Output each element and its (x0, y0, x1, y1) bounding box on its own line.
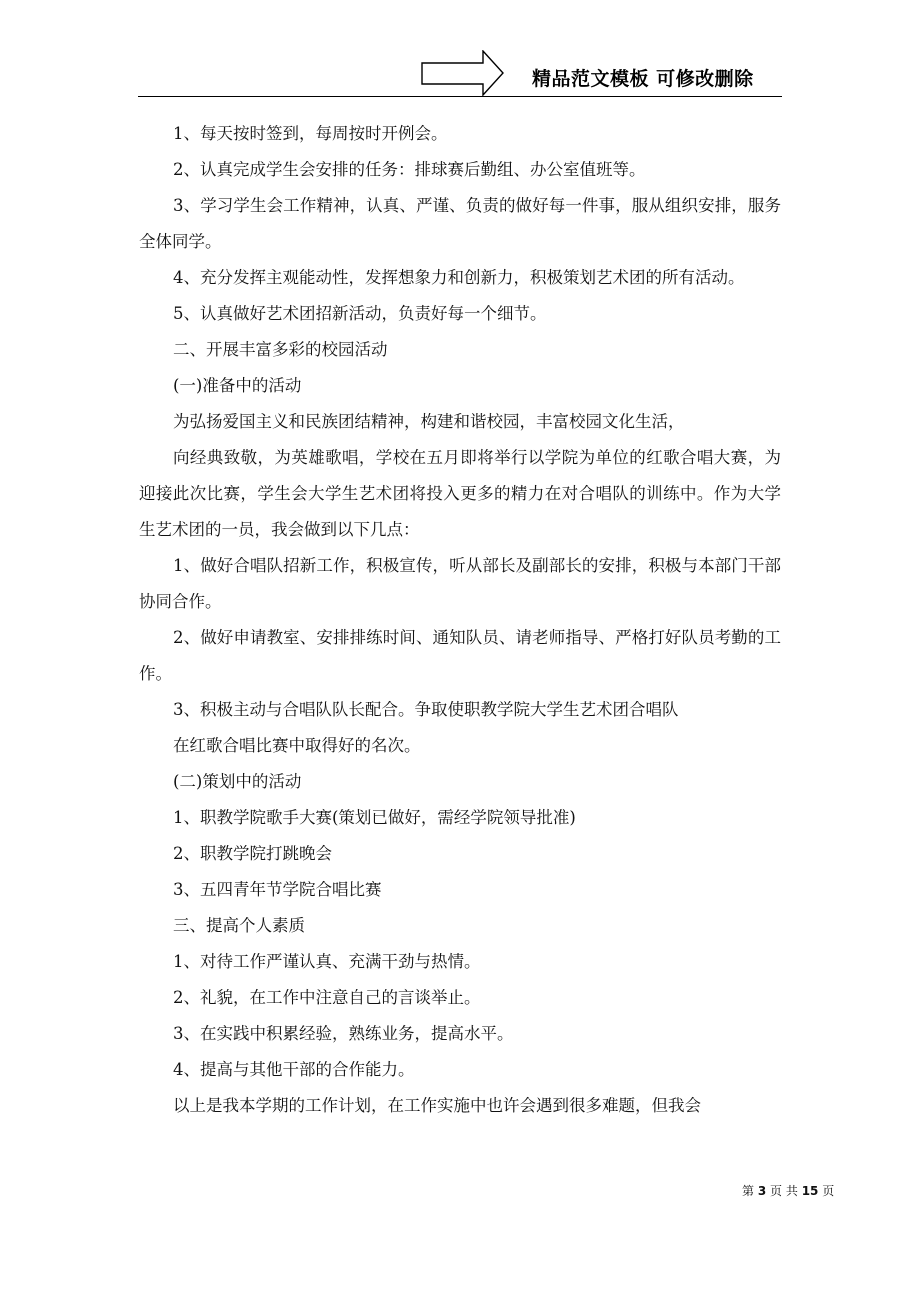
paragraph: 5、认真做好艺术团招新活动，负责好每一个细节。 (173, 304, 547, 323)
header-divider (138, 96, 782, 97)
footer-suffix: 页 (822, 1184, 835, 1198)
paragraph: 4、充分发挥主观能动性，发挥想象力和创新力，积极策划艺术团的所有活动。 (173, 268, 745, 287)
paragraph: 2、做好申请教室、安排排练时间、通知队员、请老师指导、严格打好队员考勤的工作。 (139, 628, 781, 683)
current-page-number: 3 (757, 1184, 767, 1198)
header-title: 精品范文模板 可修改删除 (532, 68, 754, 90)
paragraph: 在红歌合唱比赛中取得好的名次。 (173, 736, 421, 755)
subsection-heading: (二)策划中的活动 (173, 772, 302, 791)
paragraph: 为弘扬爱国主义和民族团结精神，构建和谐校园，丰富校园文化生活， (173, 412, 685, 431)
total-pages-number: 15 (801, 1184, 819, 1198)
paragraph: 4、提高与其他干部的合作能力。 (173, 1060, 415, 1079)
paragraph: 以上是我本学期的工作计划，在工作实施中也许会遇到很多难题，但我会 (173, 1096, 701, 1115)
paragraph: 1、每天按时签到，每周按时开例会。 (173, 124, 448, 143)
paragraph: 2、认真完成学生会安排的任务：排球赛后勤组、办公室值班等。 (173, 160, 646, 179)
arrow-right-icon (421, 50, 505, 96)
page-number-footer (742, 1182, 834, 1199)
footer-prefix: 第 (742, 1184, 755, 1198)
paragraph: 3、五四青年节学院合唱比赛 (173, 880, 382, 899)
paragraph: 1、职教学院歌手大赛(策划已做好，需经学院领导批准) (173, 808, 576, 827)
document-body (139, 116, 781, 1124)
section-heading: 二、开展丰富多彩的校园活动 (173, 340, 388, 359)
section-heading: 三、提高个人素质 (173, 916, 305, 935)
paragraph: 3、积极主动与合唱队队长配合。争取使职教学院大学生艺术团合唱队 (173, 700, 679, 719)
subsection-heading: (一)准备中的活动 (173, 376, 302, 395)
paragraph: 1、对待工作严谨认真、充满干劲与热情。 (173, 952, 481, 971)
paragraph: 2、职教学院打跳晚会 (173, 844, 332, 863)
footer-middle: 页 共 (770, 1184, 798, 1198)
paragraph: 3、在实践中积累经验，熟练业务，提高水平。 (173, 1024, 514, 1043)
paragraph: 2、礼貌，在工作中注意自己的言谈举止。 (173, 988, 481, 1007)
paragraph: 3、学习学生会工作精神，认真、严谨、负责的做好每一件事，服从组织安排，服务全体同学。 (139, 196, 781, 251)
paragraph: 1、做好合唱队招新工作，积极宣传，听从部长及副部长的安排，积极与本部门干部协同合作。 (139, 556, 781, 611)
paragraph: 向经典致敬，为英雄歌唱，学校在五月即将举行以学院为单位的红歌合唱大赛，为迎接此次比赛，学生会大学生艺术团将投入更多的精力在对合唱队的训练中。作为大学生艺术团的一员，我会做到以下几点： (139, 448, 781, 539)
